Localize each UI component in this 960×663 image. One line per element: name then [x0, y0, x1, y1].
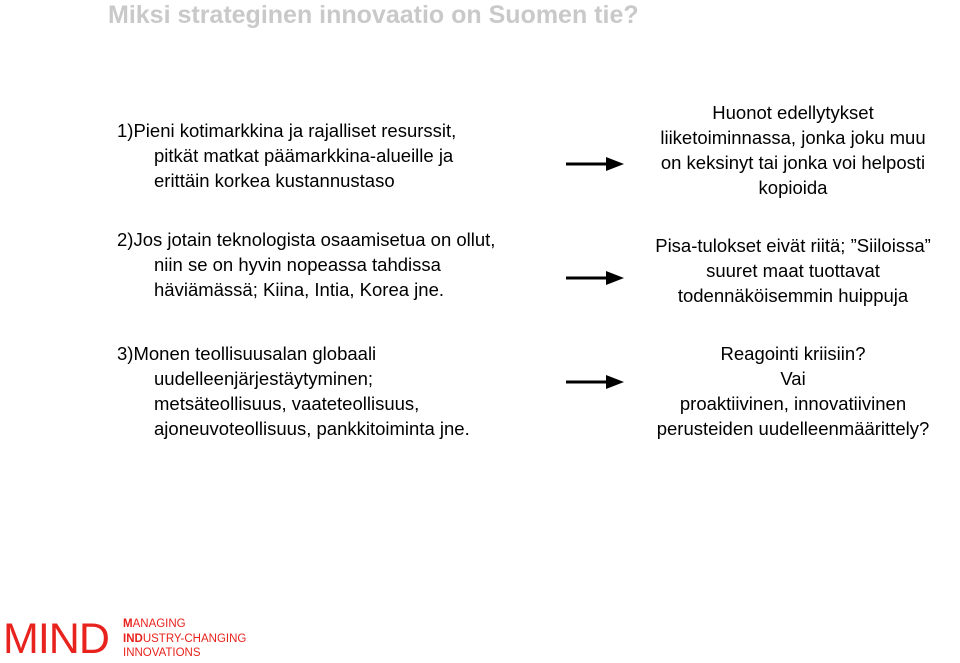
point-3-line-3: metsäteollisuus, vaateteollisuus, [154, 393, 420, 414]
consequence-1 [612, 100, 960, 200]
logo-tagline-2-rest: USTRY-CHANGING [142, 632, 247, 645]
point-3-line-4: ajoneuvoteollisuus, pankkitoiminta jne. [154, 418, 470, 439]
consequence-3 [612, 341, 960, 441]
consequence-2-line-3: todennäköisemmin huippuja [677, 285, 909, 306]
point-3-line-2: uudelleenjärjestäytyminen; [154, 368, 374, 389]
logo-wordmark: MIND [3, 615, 109, 663]
logo-tagline-1-initial: M [123, 618, 133, 630]
point-1 [117, 118, 456, 193]
consequence-1-line-2: liiketoiminnassa, jonka joku muu [660, 127, 926, 148]
point-1-line-1: 1)Pieni kotimarkkina ja rajalliset resurssit, [117, 120, 457, 141]
consequence-3-line-1: Reagointi kriisiin? [720, 343, 866, 364]
point-1-line-2: pitkät matkat päämarkkina-alueille ja [154, 145, 454, 166]
consequence-2 [612, 233, 960, 308]
point-2-line-3: häviämässä; Kiina, Intia, Korea jne. [154, 279, 444, 300]
point-3 [117, 341, 470, 441]
consequence-3-line-2: Vai [780, 368, 806, 389]
point-2-line-1: 2)Jos jotain teknologista osaamisetua on ollut, [117, 229, 496, 250]
page-title: Miksi strateginen innovaatio on Suomen tie? [108, 1, 639, 29]
logo-tagline-3: INNOVATIONS [123, 647, 201, 659]
point-1-line-3: erittäin korkea kustannustaso [154, 170, 395, 191]
logo-tagline [123, 617, 246, 661]
consequence-1-line-4: kopioida [758, 177, 828, 198]
point-2 [117, 227, 495, 302]
logo-tagline-1-rest: ANAGING [132, 618, 186, 630]
logo-tagline-2-initial: IND [123, 632, 143, 645]
consequence-2-line-1: Pisa-tulokset eivät riitä; ”Siiloissa” [655, 235, 931, 256]
consequence-3-line-4: perusteiden uudelleenmäärittely? [656, 418, 930, 439]
point-2-line-2: niin se on hyvin nopeassa tahdissa [154, 254, 441, 275]
consequence-1-line-1: Huonot edellytykset [712, 102, 874, 123]
consequence-3-line-3: proaktiivinen, innovatiivinen [679, 393, 907, 414]
consequence-2-line-2: suuret maat tuottavat [706, 260, 880, 281]
point-3-line-1: 3)Monen teollisuusalan globaali [117, 343, 377, 364]
consequence-1-line-3: on keksinyt tai jonka voi helposti [660, 152, 926, 173]
